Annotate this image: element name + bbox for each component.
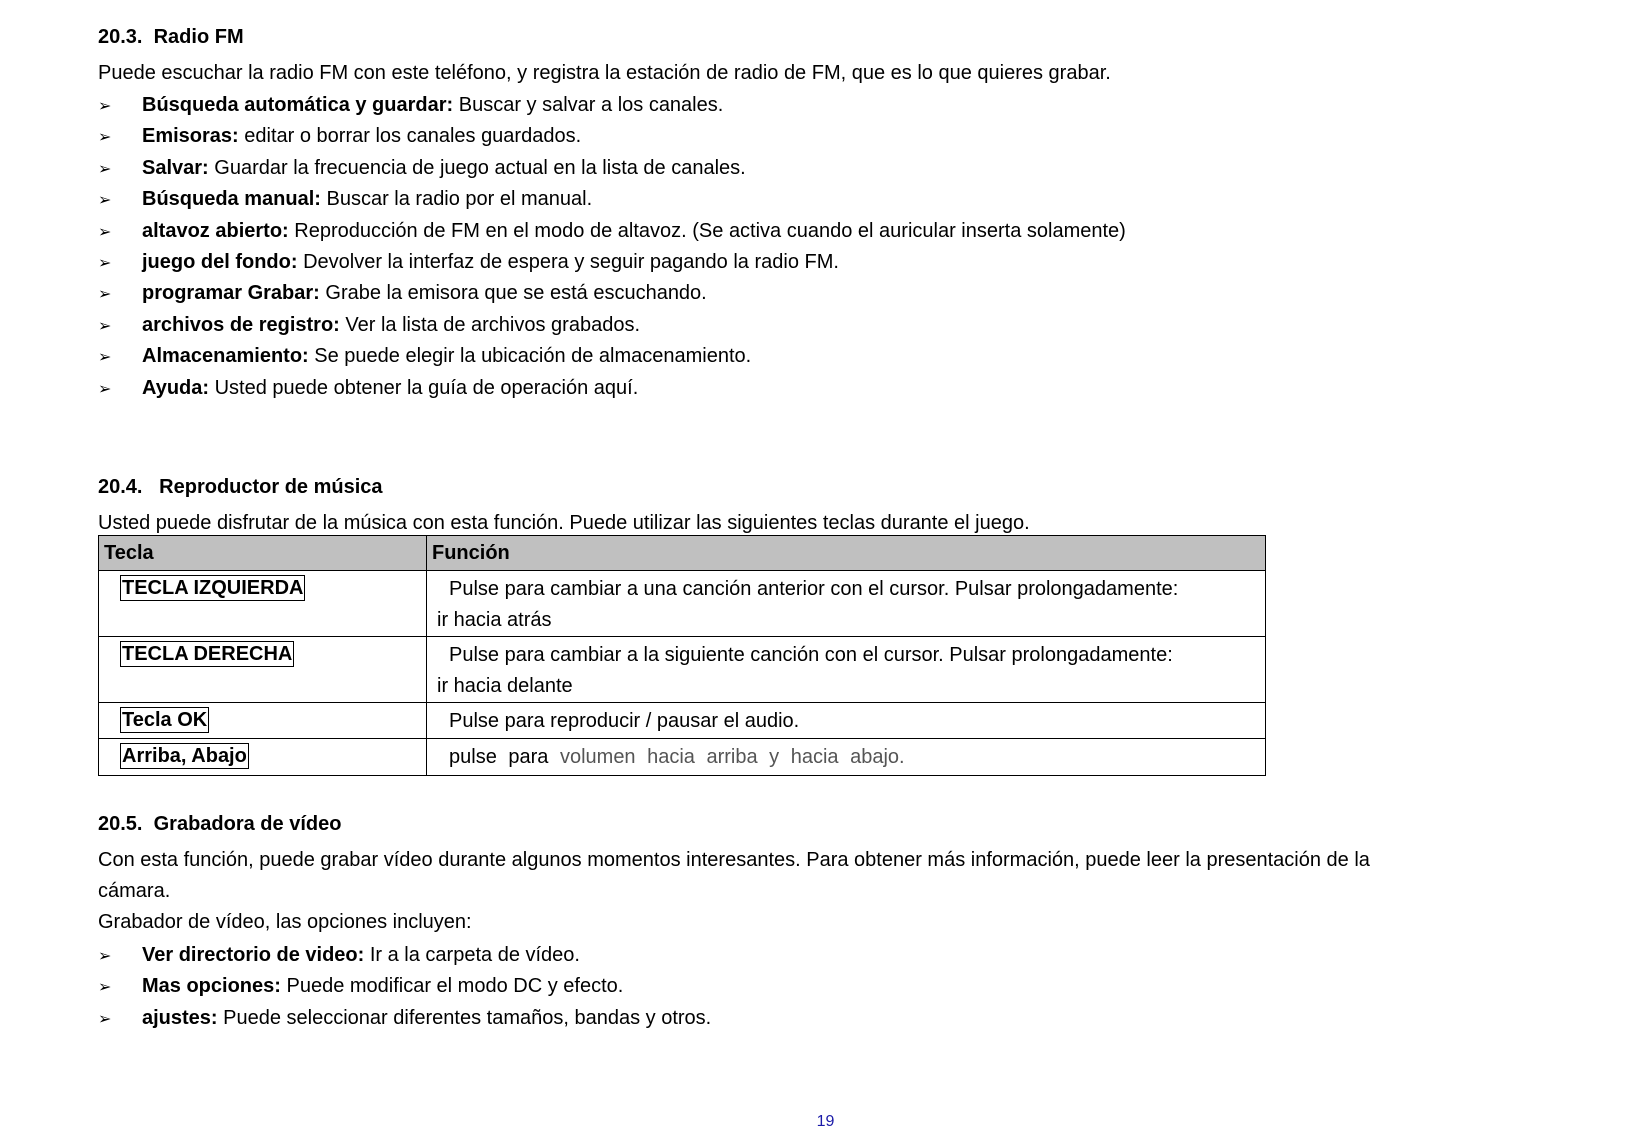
- arrowhead-bullet-icon: ➢: [98, 347, 112, 367]
- list-item: ➢ Búsqueda automática y guardar: Buscar y salvar a los canales.: [98, 90, 1126, 121]
- video-intro-line-3: Grabador de vídeo, las opciones incluyen:: [98, 911, 472, 933]
- list-item: ➢ programar Grabar: Grabe la emisora que se está escuchando.: [98, 278, 1126, 309]
- key-cell: [99, 571, 427, 637]
- column-header-function: Función: [427, 536, 1266, 571]
- video-intro-line-1: Con esta función, puede grabar vídeo durante algunos momentos interesantes. Para obtener más información, puede leer la presentación de la: [98, 849, 1370, 871]
- table-row: [99, 739, 1266, 776]
- list-item: ➢ Emisoras: editar o borrar los canales guardados.: [98, 121, 1126, 152]
- arrowhead-bullet-icon: ➢: [98, 315, 112, 335]
- arrowhead-bullet-icon: ➢: [98, 190, 112, 210]
- section-number: 20.4.: [98, 476, 143, 498]
- list-item: ➢ Ver directorio de video: Ir a la carpeta de vídeo.: [98, 940, 711, 971]
- section-heading-video: [98, 812, 341, 836]
- key-label: TECLA DERECHA: [122, 643, 293, 665]
- section-number: 20.3.: [98, 26, 143, 48]
- list-item: ➢ Mas opciones: Puede modificar el modo DC y efecto.: [98, 971, 711, 1002]
- page-number: 19: [816, 1113, 835, 1130]
- function-cell: Pulse para cambiar a la siguiente canción con el cursor. Pulsar prolongadamente: ir hacia delante: [427, 637, 1266, 703]
- key-label: Arriba, Abajo: [122, 745, 247, 767]
- radio-intro: Puede escuchar la radio FM con este teléfono, y registra la estación de radio de FM, que es lo que quieres grabar.: [98, 62, 1111, 84]
- arrowhead-bullet-icon: ➢: [98, 127, 112, 147]
- function-cell: Pulse para cambiar a una canción anterior con el cursor. Pulsar prolongadamente: ir hacia atrás: [427, 571, 1266, 637]
- section-title: Radio FM: [153, 26, 244, 48]
- arrowhead-bullet-icon: ➢: [98, 946, 112, 965]
- arrowhead-bullet-icon: ➢: [98, 96, 112, 115]
- section-title: Grabadora de vídeo: [153, 813, 342, 835]
- section-number: 20.5.: [98, 813, 143, 835]
- arrowhead-bullet-icon: ➢: [98, 977, 112, 997]
- list-item: ➢ ajustes: Puede seleccionar diferentes tamaños, bandas y otros.: [98, 1003, 711, 1034]
- arrowhead-bullet-icon: ➢: [98, 284, 112, 304]
- key-cell: [99, 637, 427, 703]
- function-cell: Pulse para reproducir / pausar el audio.: [427, 703, 1266, 739]
- arrowhead-bullet-icon: ➢: [98, 221, 112, 241]
- music-intro: Usted puede disfrutar de la música con esta función. Puede utilizar las siguientes teclas durante el juego.: [98, 512, 1030, 534]
- table-row: [99, 637, 1266, 703]
- list-item: ➢ Ayuda: Usted puede obtener la guía de operación aquí.: [98, 373, 1126, 404]
- section-title: Reproductor de música: [159, 476, 383, 498]
- list-item: ➢ Búsqueda manual: Buscar la radio por el manual.: [98, 184, 1126, 215]
- section-heading-radio: [98, 25, 244, 49]
- arrowhead-bullet-icon: ➢: [98, 378, 112, 398]
- arrowhead-bullet-icon: ➢: [98, 252, 112, 272]
- list-item: ➢ archivos de registro: Ver la lista de archivos grabados.: [98, 310, 1126, 341]
- key-cell: [99, 739, 427, 776]
- function-cell: pulse para volumen hacia arriba y hacia abajo.: [427, 739, 1266, 776]
- table-row: [99, 571, 1266, 637]
- list-item: ➢ juego del fondo: Devolver la interfaz de espera y seguir pagando la radio FM.: [98, 247, 1126, 278]
- music-keys-table: [98, 535, 1266, 776]
- arrowhead-bullet-icon: ➢: [98, 158, 112, 178]
- radio-options-list: [98, 90, 1126, 404]
- list-item: ➢ altavoz abierto: Reproducción de FM en el modo de altavoz. (Se activa cuando el auricular inserta solamente): [98, 216, 1126, 247]
- column-header-key: Tecla: [99, 536, 427, 571]
- table-header-row: [99, 536, 1266, 571]
- key-label: TECLA IZQUIERDA: [122, 577, 304, 599]
- list-item: ➢ Salvar: Guardar la frecuencia de juego actual en la lista de canales.: [98, 153, 1126, 184]
- section-heading-music: [98, 475, 383, 499]
- key-label: Tecla OK: [122, 709, 208, 731]
- arrowhead-bullet-icon: ➢: [98, 1008, 112, 1028]
- video-options-list: [98, 940, 711, 1034]
- table-row: [99, 703, 1266, 739]
- list-item: ➢ Almacenamiento: Se puede elegir la ubicación de almacenamiento.: [98, 341, 1126, 372]
- key-cell: [99, 703, 427, 739]
- video-intro-line-2: cámara.: [98, 880, 171, 902]
